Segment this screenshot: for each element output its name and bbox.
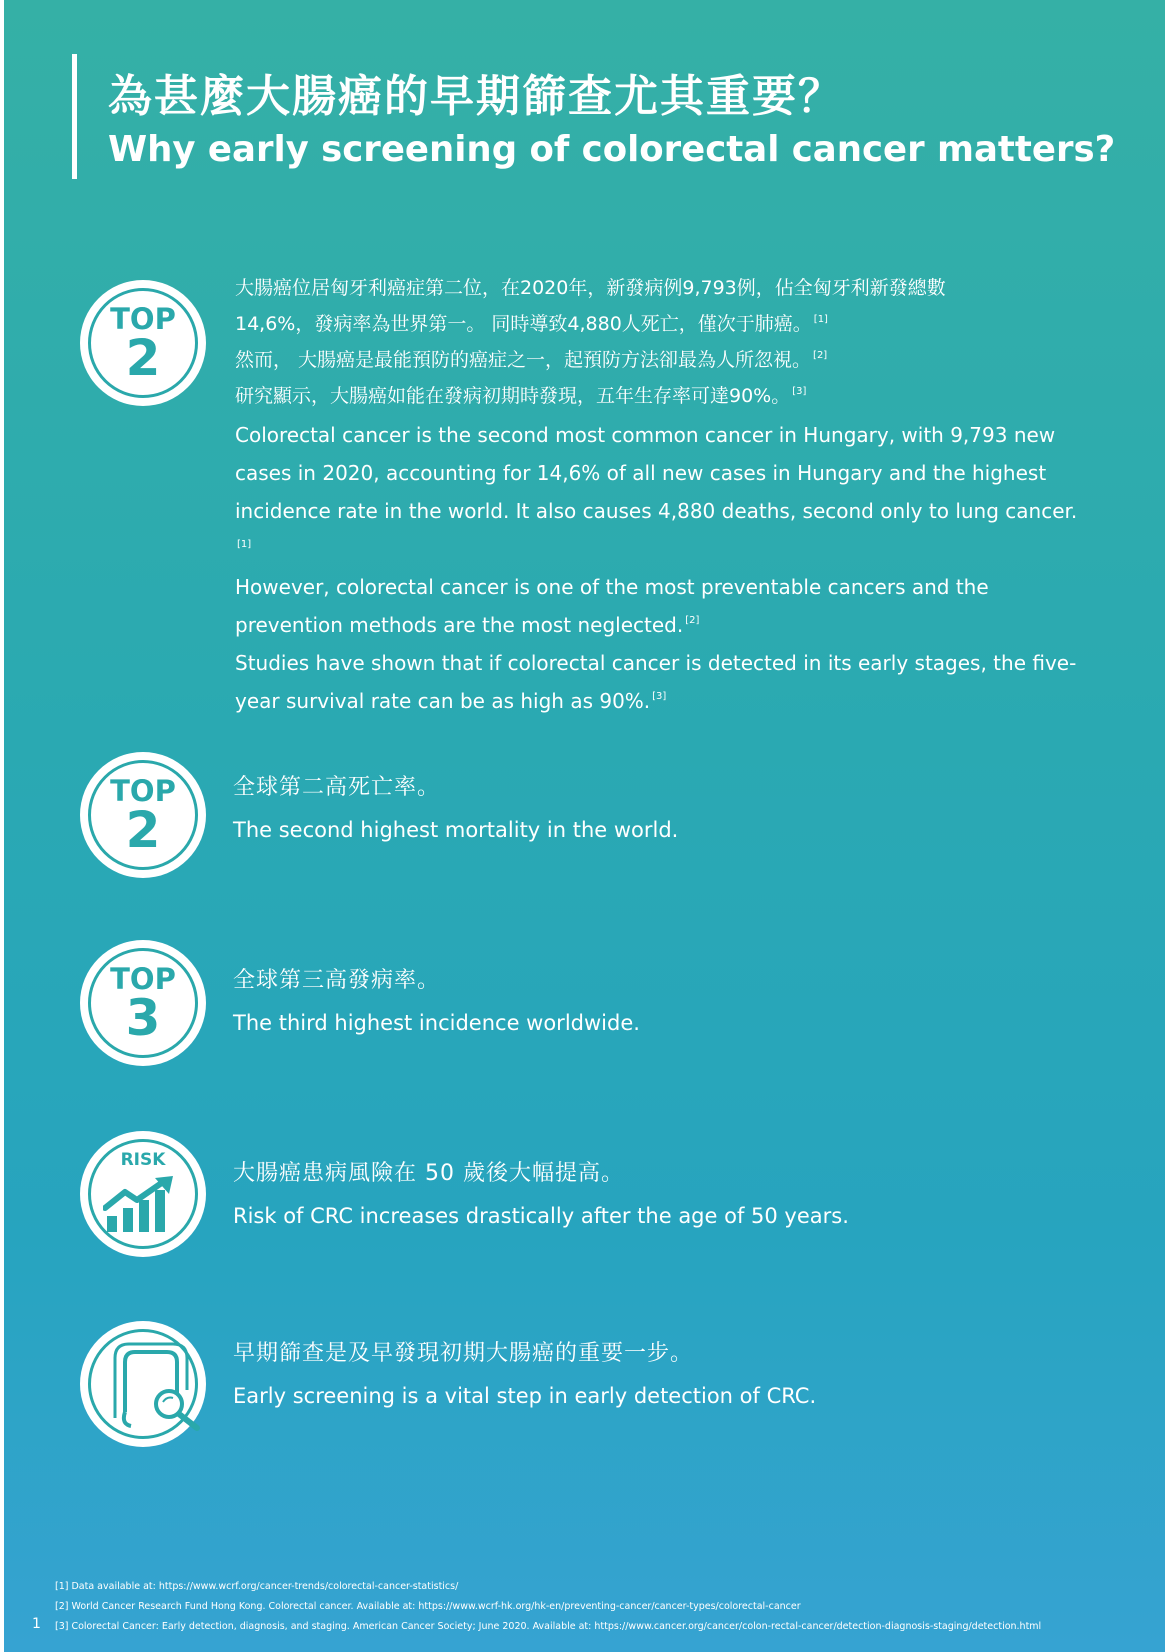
ref-marker: [3] xyxy=(792,386,807,397)
ref-marker: [3] xyxy=(652,691,667,702)
colon-magnifier-icon xyxy=(97,1342,207,1432)
intro-zh-line xyxy=(235,270,1090,306)
incidence-item xyxy=(233,966,640,1038)
item-zh-text: 大腸癌患病風險在 50 歲後大幅提高。 xyxy=(233,1161,624,1186)
reference-item: [1] Data available at: https://www.wcrf.org/cancer-trends/colorectal-cancer-statistics/ xyxy=(55,1581,459,1592)
intro-zh-text: 14,6%，發病率為世界第一。 同時導致4,880人死亡，僅次于肺癌。 xyxy=(235,313,812,335)
badge-top-label: TOP xyxy=(110,302,176,336)
item-en-text: The second highest mortality in the world. xyxy=(233,818,679,842)
intro-zh-text: 然而， 大腸癌是最能預防的癌症之一，起預防方法卻最為人所忽視。 xyxy=(235,349,812,371)
badge-number: 2 xyxy=(125,329,161,387)
risk-item xyxy=(233,1159,849,1231)
intro-en-text: Colorectal cancer is the second most common cancer in Hungary, with 9,793 new cases in 2020, accounting for 14,6% of all new cases in Hungary and the highest incidence rate in the world. It also causes 4,880 deaths, second only to lung cancer. xyxy=(235,423,1078,523)
mortality-item xyxy=(233,773,678,845)
ref-marker: [2] xyxy=(685,615,700,626)
ref-marker: [2] xyxy=(813,350,828,361)
page-title-zh: 為甚麼大腸癌的早期篩查尤其重要？ xyxy=(108,71,844,122)
references xyxy=(55,1577,1041,1637)
top2-intro-badge xyxy=(83,283,203,403)
intro-zh-line xyxy=(235,306,1090,342)
page-number: 1 xyxy=(32,1616,41,1632)
intro-en-text: Studies have shown that if colorectal cancer is detected in its early stages, the five-year survival rate can be as high as 90%. xyxy=(235,651,1077,713)
intro-en-text: However, colorectal cancer is one of the most preventable cancers and the prevention methods are the most neglected. xyxy=(235,575,989,637)
screening-badge xyxy=(83,1324,203,1444)
intro-en-paragraph xyxy=(235,416,1090,568)
badge-top-label: TOP xyxy=(110,962,176,996)
page-title-en: Why early screening of colorectal cancer matters? xyxy=(108,129,1116,170)
ref-marker: [1] xyxy=(813,314,828,325)
intro-zh-text: 研究顯示，大腸癌如能在發病初期時發現，五年生存率可達90%。 xyxy=(235,385,791,407)
intro-section xyxy=(235,270,1090,720)
item-en-text: Risk of CRC increases drastically after the age of 50 years. xyxy=(233,1204,849,1228)
badge-risk-label: RISK xyxy=(120,1150,166,1170)
item-zh-text: 全球第二高死亡率。 xyxy=(233,775,441,800)
item-en-text: Early screening is a vital step in early detection of CRC. xyxy=(233,1384,817,1408)
intro-zh-line xyxy=(235,378,1090,414)
intro-zh-line xyxy=(235,342,1090,378)
top2-mortality-badge xyxy=(83,755,203,875)
rising-bar-chart-icon xyxy=(103,1176,183,1236)
reference-item: [2] World Cancer Research Fund Hong Kong. Colorectal cancer. Available at: https://www.wcrf-hk.org/hk-en/preventing-cancer/cancer-types/colorectal-cancer xyxy=(55,1601,801,1612)
item-en-text: The third highest incidence worldwide. xyxy=(233,1011,640,1035)
badge-number: 3 xyxy=(125,989,161,1047)
reference-item: [3] Colorectal Cancer: Early detection, diagnosis, and staging. American Cancer Society; June 2020. Available at: https://www.cancer.org/cancer/colon-rectal-cancer/detection-diagnosis-staging/detection.html xyxy=(55,1621,1042,1632)
intro-en-paragraph xyxy=(235,644,1090,720)
title-accent-bar xyxy=(72,54,77,179)
top3-incidence-badge xyxy=(83,943,203,1063)
risk-badge xyxy=(83,1134,203,1254)
item-zh-text: 全球第三高發病率。 xyxy=(233,968,441,993)
badge-number: 2 xyxy=(125,801,161,859)
screening-item xyxy=(233,1339,816,1411)
item-zh-text: 早期篩查是及早發現初期大腸癌的重要一步。 xyxy=(233,1341,694,1366)
badge-top-label: TOP xyxy=(110,774,176,808)
intro-en-paragraph xyxy=(235,568,1090,644)
ref-marker: [1] xyxy=(237,539,252,550)
intro-zh-text: 大腸癌位居匈牙利癌症第二位，在2020年，新發病例9,793例，佔全匈牙利新發總數 xyxy=(235,277,946,299)
